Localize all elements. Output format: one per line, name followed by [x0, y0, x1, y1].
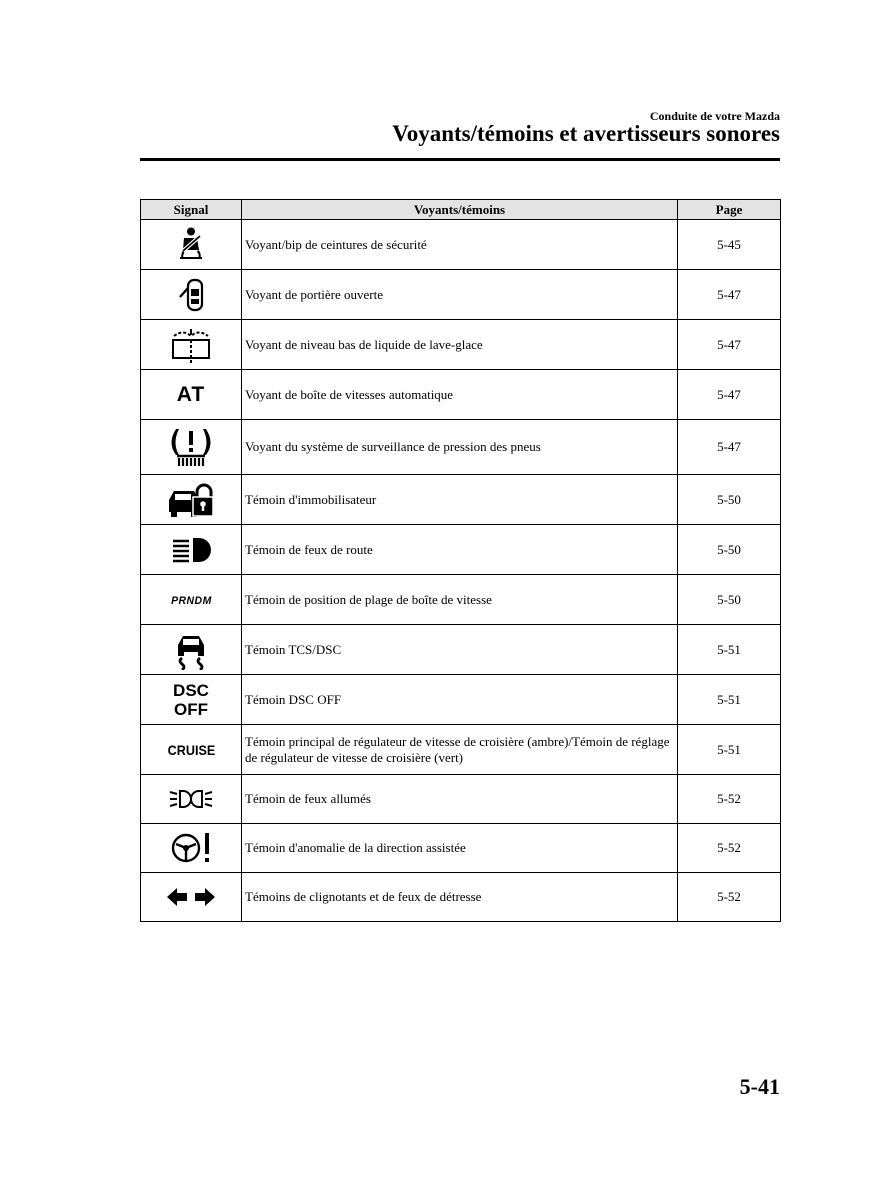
row-description: Témoin de feux allumés: [242, 775, 678, 824]
row-description: Témoin d'immobilisateur: [242, 475, 678, 525]
at-icon: AT: [176, 382, 206, 406]
row-description: Témoin d'anomalie de la direction assistée: [242, 824, 678, 873]
table-row: [141, 775, 781, 824]
signals-table: [140, 199, 781, 922]
table-row: [141, 270, 781, 320]
row-page: 5-52: [678, 775, 781, 824]
row-description: Témoin de feux de route: [242, 525, 678, 575]
row-page: 5-52: [678, 824, 781, 873]
section-label: Conduite de votre Mazda: [649, 109, 780, 123]
washer-fluid-icon: [169, 325, 213, 365]
dsc-off-icon-line-1: DSC: [173, 680, 209, 700]
row-page: 5-50: [678, 525, 781, 575]
door-ajar-icon: [171, 275, 211, 315]
row-description: Témoin de position de plage de boîte de vitesse: [242, 575, 678, 625]
table-row: [141, 675, 781, 725]
row-page: 5-52: [678, 873, 781, 922]
table-row: [141, 873, 781, 922]
table-row: [141, 575, 781, 625]
table-row: [141, 320, 781, 370]
row-page: 5-50: [678, 475, 781, 525]
table-row: [141, 220, 781, 270]
row-page: 5-51: [678, 625, 781, 675]
dsc-off-icon: [173, 681, 209, 719]
row-page: 5-47: [678, 420, 781, 475]
column-header-page: Page: [678, 200, 781, 220]
column-header-signal: Signal: [141, 200, 242, 220]
title-rule: [140, 158, 780, 161]
dsc-off-icon-line-2: OFF: [174, 699, 208, 719]
immobilizer-icon: [167, 482, 215, 518]
table-header-row: [141, 200, 781, 220]
row-description: Voyant du système de surveillance de pression des pneus: [242, 420, 678, 475]
row-page: 5-47: [678, 370, 781, 420]
row-page: 5-47: [678, 270, 781, 320]
lights-on-icon: [167, 787, 215, 811]
tcs-dsc-icon: [171, 630, 211, 670]
row-description: Témoins de clignotants et de feux de détresse: [242, 873, 678, 922]
table-row: [141, 475, 781, 525]
row-description: Voyant de niveau bas de liquide de lave-glace: [242, 320, 678, 370]
table-row: [141, 420, 781, 475]
page-title: Voyants/témoins et avertisseurs sonores: [392, 121, 780, 146]
cruise-icon: CRUISE: [167, 742, 215, 758]
tire-pressure-icon: [168, 425, 214, 469]
high-beam-icon: [169, 535, 213, 565]
row-page: 5-50: [678, 575, 781, 625]
prndm-icon: PRNDM: [170, 594, 212, 607]
row-description: Voyant/bip de ceintures de sécurité: [242, 220, 678, 270]
table-row: [141, 725, 781, 775]
row-page: 5-51: [678, 725, 781, 775]
table-row: [141, 824, 781, 873]
table-row: [141, 625, 781, 675]
table-row: [141, 525, 781, 575]
row-description: Témoin principal de régulateur de vitesse de croisière (ambre)/Témoin de réglage de régulateur de vitesse de croisière (vert): [242, 725, 678, 775]
turn-signal-icon: [165, 885, 217, 909]
table-row: [141, 370, 781, 420]
row-description: Témoin TCS/DSC: [242, 625, 678, 675]
row-description: Témoin DSC OFF: [242, 675, 678, 725]
page-number: 5-41: [739, 1074, 780, 1099]
power-steering-icon: [169, 830, 213, 866]
row-page: 5-47: [678, 320, 781, 370]
column-header-indicators: Voyants/témoins: [242, 200, 678, 220]
row-description: Voyant de portière ouverte: [242, 270, 678, 320]
row-page: 5-51: [678, 675, 781, 725]
row-page: 5-45: [678, 220, 781, 270]
row-description: Voyant de boîte de vitesses automatique: [242, 370, 678, 420]
seatbelt-icon: [171, 225, 211, 265]
